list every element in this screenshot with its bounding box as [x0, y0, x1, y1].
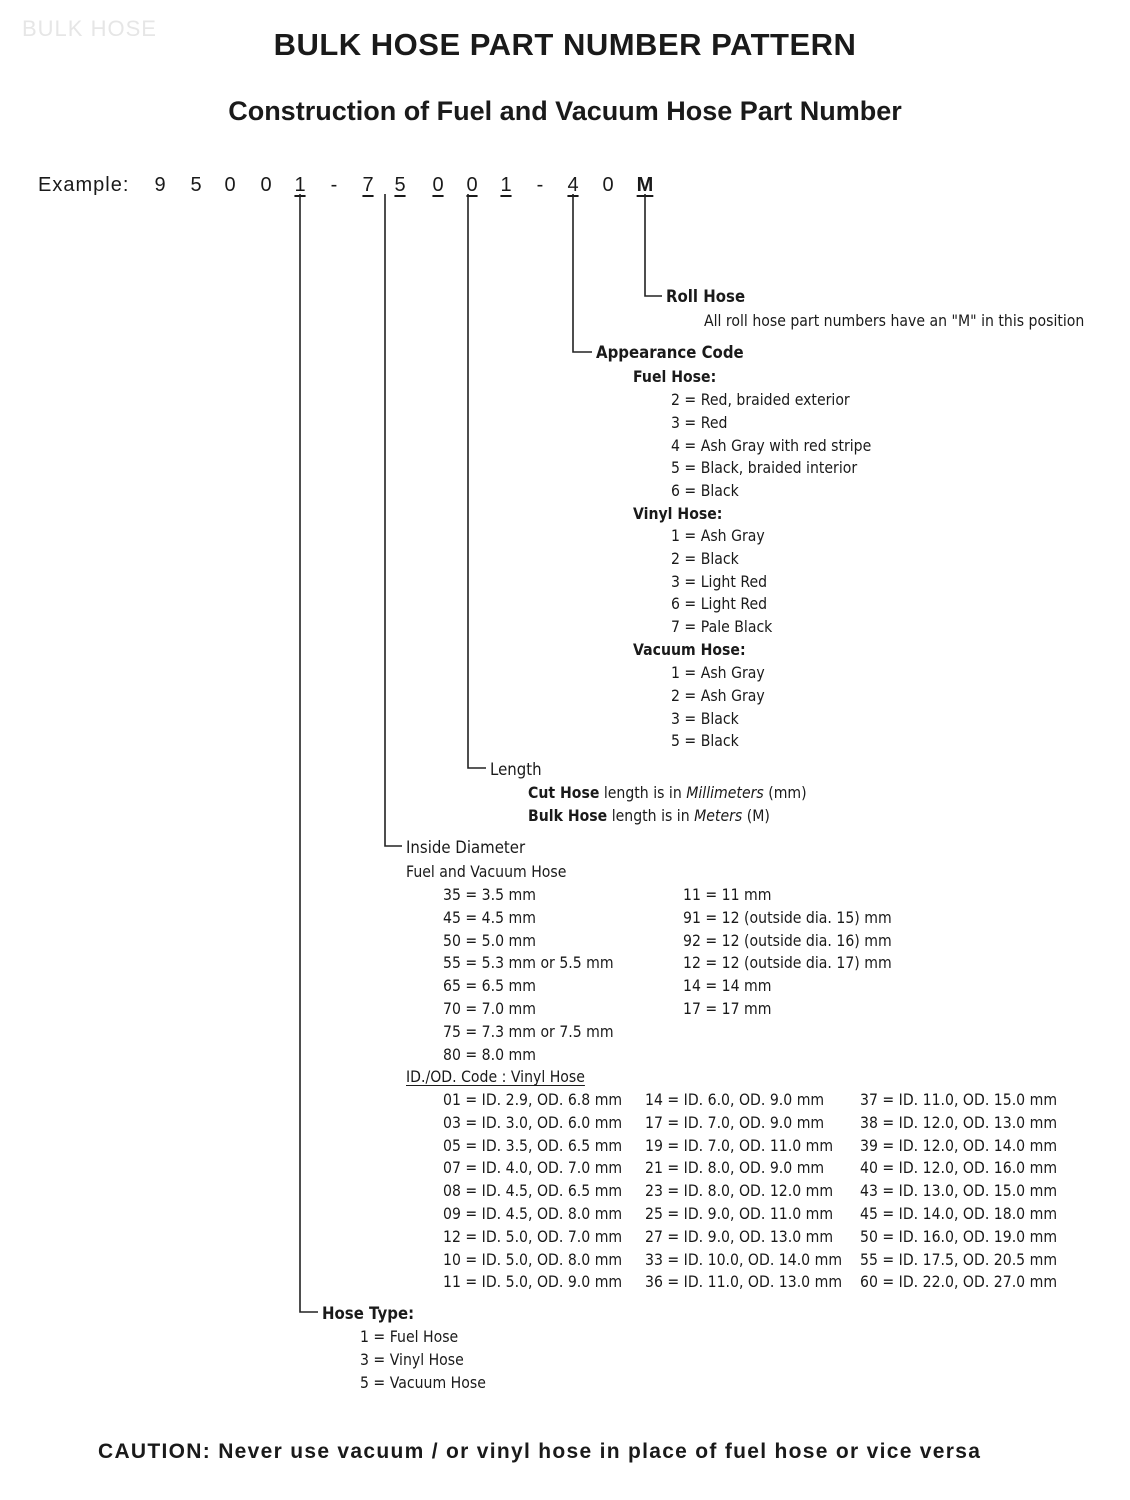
- vinyl-id-od-item: 08 = ID. 4.5, OD. 6.5 mm: [443, 1181, 623, 1201]
- vinyl-id-od-item: 43 = ID. 13.0, OD. 15.0 mm: [860, 1181, 1058, 1201]
- page-subtitle: Construction of Fuel and Vacuum Hose Part Number: [228, 96, 902, 126]
- id-code-item: 70 = 7.0 mm: [443, 999, 536, 1018]
- hose-type-item: 5 = Vacuum Hose: [360, 1372, 486, 1392]
- example-digit: 5: [190, 174, 202, 196]
- vinyl-id-od-item: 60 = ID. 22.0, OD. 27.0 mm: [860, 1272, 1058, 1292]
- bulk-hose-abbr: (M): [742, 806, 770, 825]
- caution-text: Never use vacuum / or vinyl hose in place of fuel hose or vice versa: [211, 1440, 982, 1463]
- id-code-item: 45 = 4.5 mm: [443, 907, 536, 927]
- fuel-code-item: 4 = Ash Gray with red stripe: [671, 435, 872, 455]
- vinyl-id-od-item: 09 = ID. 4.5, OD. 8.0 mm: [443, 1204, 623, 1223]
- page-title: BULK HOSE PART NUMBER PATTERN: [273, 27, 857, 62]
- roll-hose-connector: [645, 194, 662, 296]
- vinyl-code-label-text: ID./OD. Code : Vinyl Hose: [406, 1067, 585, 1086]
- bulk-hose-unit: Meters: [694, 806, 743, 825]
- vacuum-code-item: 5 = Black: [671, 731, 739, 751]
- cut-hose-abbr: (mm): [763, 783, 807, 802]
- vinyl-id-od-item: 23 = ID. 8.0, OD. 12.0 mm: [645, 1181, 834, 1201]
- vinyl-id-od-item: 01 = ID. 2.9, OD. 6.8 mm: [443, 1090, 623, 1109]
- example-digit: 4: [567, 174, 579, 196]
- vinyl-code-item: 7 = Pale Black: [671, 617, 773, 637]
- vinyl-id-od-item: 17 = ID. 7.0, OD. 9.0 mm: [645, 1112, 825, 1132]
- example-digit: -: [330, 174, 338, 196]
- id-code-item: 75 = 7.3 mm or 7.5 mm: [443, 1021, 614, 1041]
- vinyl-id-od-item: 40 = ID. 12.0, OD. 16.0 mm: [860, 1158, 1058, 1178]
- vinyl-id-od-item: 55 = ID. 17.5, OD. 20.5 mm: [860, 1249, 1058, 1269]
- id-code-item: 80 = 8.0 mm: [443, 1044, 536, 1064]
- vinyl-id-od-item: 07 = ID. 4.0, OD. 7.0 mm: [443, 1158, 623, 1178]
- inside-diameter-connector: [385, 194, 402, 846]
- vinyl-id-od-item: 12 = ID. 5.0, OD. 7.0 mm: [443, 1226, 623, 1246]
- vinyl-id-od-item: 05 = ID. 3.5, OD. 6.5 mm: [443, 1135, 623, 1155]
- vinyl-id-od-item: 21 = ID. 8.0, OD. 9.0 mm: [645, 1158, 825, 1178]
- fuel-vacuum-label: Fuel and Vacuum Hose: [406, 862, 567, 881]
- id-code-item: 50 = 5.0 mm: [443, 930, 536, 950]
- example-digit: M: [636, 174, 654, 196]
- example-digit: 0: [260, 174, 272, 196]
- vinyl-id-od-item: 25 = ID. 9.0, OD. 11.0 mm: [645, 1204, 834, 1223]
- example-digit: 5: [394, 174, 406, 196]
- cut-hose-text: length is in: [599, 783, 687, 802]
- vinyl-id-od-item: 36 = ID. 11.0, OD. 13.0 mm: [645, 1272, 843, 1292]
- example-digit: -: [536, 174, 544, 196]
- appearance-code-heading: Appearance Code: [596, 343, 744, 363]
- vacuum-code-item: 1 = Ash Gray: [671, 663, 765, 682]
- id-code-item: 91 = 12 (outside dia. 15) mm: [683, 907, 892, 927]
- example-digit: 0: [466, 174, 478, 196]
- example-digit: 0: [224, 174, 236, 196]
- fuel-hose-label: Fuel Hose:: [633, 367, 717, 386]
- vinyl-code-item: 1 = Ash Gray: [671, 526, 765, 545]
- example-label: Example:: [38, 174, 130, 196]
- fuel-code-item: 3 = Red: [671, 412, 728, 432]
- hose-type-item: 1 = Fuel Hose: [360, 1327, 459, 1346]
- example-digit: 0: [602, 174, 614, 196]
- vacuum-code-item: 3 = Black: [671, 708, 739, 728]
- bulk-hose-text: length is in: [607, 806, 695, 825]
- id-code-item: 14 = 14 mm: [683, 976, 772, 996]
- bulk-hose-line: [528, 806, 770, 825]
- cut-hose-unit: Millimeters: [686, 783, 764, 802]
- cut-hose-label: Cut Hose: [528, 783, 600, 802]
- vinyl-code-item: 3 = Light Red: [671, 571, 768, 591]
- vinyl-id-od-item: 19 = ID. 7.0, OD. 11.0 mm: [645, 1135, 834, 1155]
- vacuum-hose-label: Vacuum Hose:: [633, 640, 746, 659]
- vinyl-id-od-item: 37 = ID. 11.0, OD. 15.0 mm: [860, 1090, 1058, 1109]
- id-code-item: 92 = 12 (outside dia. 16) mm: [683, 930, 892, 950]
- vinyl-code-label: [406, 1067, 585, 1086]
- vinyl-id-od-item: 45 = ID. 14.0, OD. 18.0 mm: [860, 1204, 1058, 1223]
- id-code-item: 55 = 5.3 mm or 5.5 mm: [443, 953, 614, 973]
- vacuum-code-item: 2 = Ash Gray: [671, 685, 765, 705]
- caution-note: [98, 1440, 981, 1464]
- caution-label: CAUTION:: [98, 1440, 212, 1463]
- inside-diameter-heading: Inside Diameter: [406, 838, 526, 858]
- example-digit: 0: [432, 174, 444, 196]
- length-heading: Length: [490, 760, 542, 780]
- vinyl-code-item: 6 = Light Red: [671, 594, 768, 614]
- id-code-item: 35 = 3.5 mm: [443, 885, 536, 904]
- hose-type-item: 3 = Vinyl Hose: [360, 1349, 464, 1369]
- hose-type-connector: [300, 194, 318, 1312]
- id-code-item: 11 = 11 mm: [683, 885, 772, 904]
- vinyl-id-od-item: 03 = ID. 3.0, OD. 6.0 mm: [443, 1112, 623, 1132]
- hose-type-heading: Hose Type:: [322, 1304, 415, 1324]
- cut-hose-line: [528, 783, 807, 802]
- vinyl-id-od-item: 50 = ID. 16.0, OD. 19.0 mm: [860, 1226, 1058, 1246]
- vinyl-id-od-item: 11 = ID. 5.0, OD. 9.0 mm: [443, 1272, 623, 1292]
- id-code-item: 12 = 12 (outside dia. 17) mm: [683, 953, 892, 973]
- vinyl-code-item: 2 = Black: [671, 548, 739, 568]
- length-connector: [468, 194, 486, 768]
- vinyl-id-od-item: 27 = ID. 9.0, OD. 13.0 mm: [645, 1226, 834, 1246]
- id-code-item: 65 = 6.5 mm: [443, 976, 536, 996]
- watermark: BULK HOSE: [22, 16, 157, 41]
- id-code-item: 17 = 17 mm: [683, 999, 772, 1018]
- example-digit: 1: [294, 174, 306, 196]
- fuel-code-item: 2 = Red, braided exterior: [671, 390, 850, 409]
- vinyl-id-od-item: 33 = ID. 10.0, OD. 14.0 mm: [645, 1249, 843, 1269]
- vinyl-hose-label: Vinyl Hose:: [633, 504, 723, 523]
- vinyl-id-od-item: 38 = ID. 12.0, OD. 13.0 mm: [860, 1112, 1058, 1132]
- example-digit: 1: [500, 174, 512, 196]
- appearance-code-connector: [573, 194, 592, 352]
- vinyl-id-od-item: 14 = ID. 6.0, OD. 9.0 mm: [645, 1090, 825, 1109]
- fuel-code-item: 6 = Black: [671, 481, 739, 501]
- fuel-code-item: 5 = Black, braided interior: [671, 458, 858, 478]
- example-digit: 9: [154, 174, 166, 196]
- roll-hose-note: All roll hose part numbers have an "M" in this position: [704, 311, 1085, 330]
- roll-hose-heading: Roll Hose: [666, 287, 746, 307]
- vinyl-id-od-item: 39 = ID. 12.0, OD. 14.0 mm: [860, 1135, 1058, 1155]
- bulk-hose-label: Bulk Hose: [528, 806, 608, 825]
- vinyl-id-od-item: 10 = ID. 5.0, OD. 8.0 mm: [443, 1249, 623, 1269]
- example-digit: 7: [362, 174, 374, 196]
